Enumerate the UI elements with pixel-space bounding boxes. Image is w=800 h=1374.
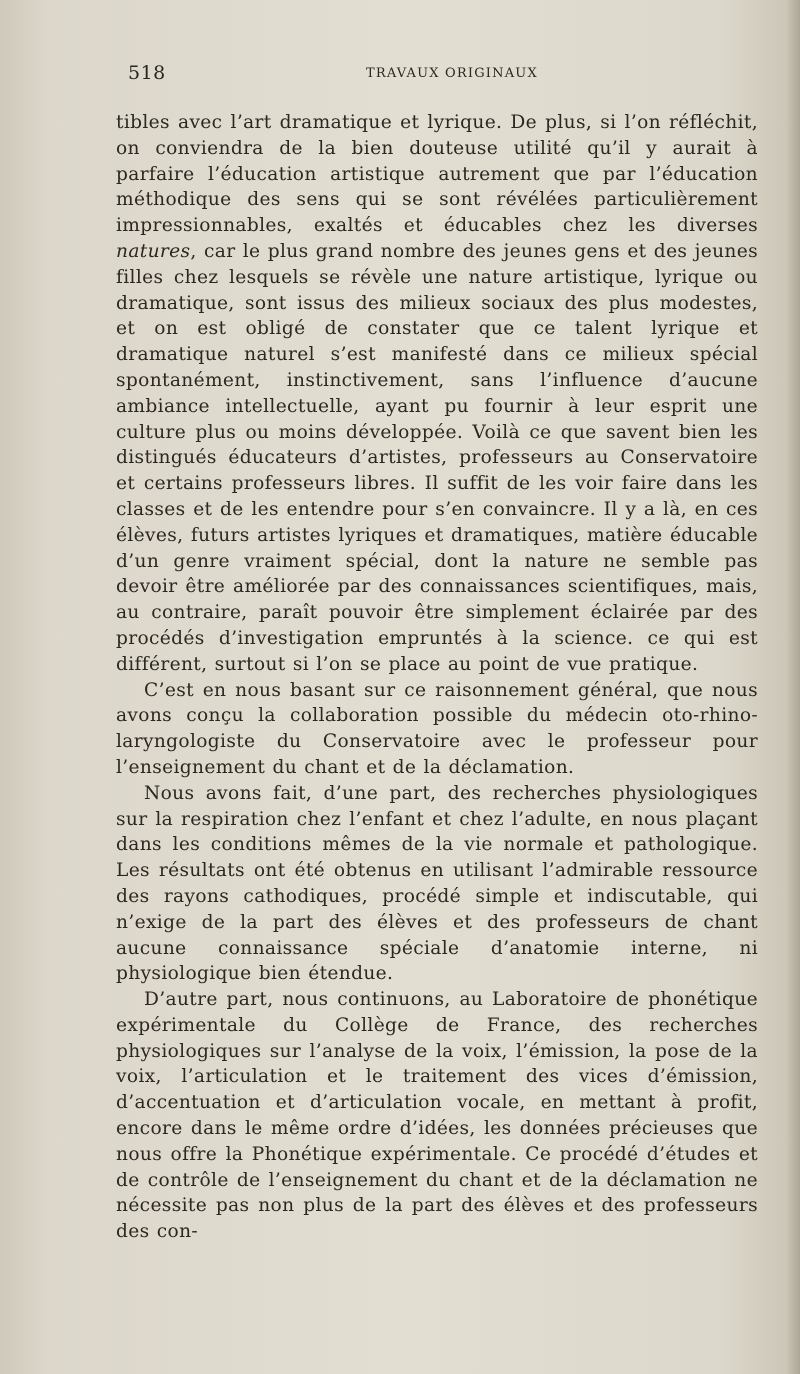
paragraph-4: D’autre part, nous continuons, au Laboratoire de phonétique expérimentale du Collège de France, des recherches physiologiques sur l’analyse de la voix, l’émission, la pose de la voix, l’articulation et le traitement des vices d’émission, d’accentuation et d’articulation vocale, en mettant à profit, encore dans le même ordre d’idées, les données précieuses que nous offre la Phonétique expérimentale. Ce procédé d’études et de contrôle de l’enseignement du chant et de la déclamation ne nécessite pas non plus de la part des élèves et des professeurs des con-	[116, 989, 758, 1243]
paragraph-2: C’est en nous basant sur ce raisonnement général, que nous avons conçu la collaboration possible du médecin oto-rhino-laryngologiste du Conservatoire avec le professeur pour l’enseignement du chant et de la déclamation.	[116, 679, 758, 778]
body-text	[116, 110, 758, 1245]
running-head: TRAVAUX ORIGINAUX	[366, 66, 538, 81]
page-header	[128, 62, 758, 88]
paragraph-1-emphasis: natures	[116, 240, 191, 262]
paragraph-1-text-before: tibles avec l’art dramatique et lyrique. De plus, si l’on réfléchit, on conviendra de la bien douteuse utilité qu’il y aurait à parfaire l’éducation artistique autrement que par l’éducation méthodique des sens qui se sont révélées particulièrement impressionnables, exaltés et éducables chez les diverses	[116, 112, 758, 237]
page-edge-shadow	[786, 0, 800, 1374]
paragraph-1-text-after: , car le plus grand nombre des jeunes gens et des jeunes filles chez lesquels se révèle une nature artistique, lyrique ou dramatique, sont issus des milieux sociaux des plus modestes, et on est obligé de constater que ce talent lyrique et dramatique naturel s’est manifesté dans ce milieux spécial spontanément, instinctivement, sans l’influence d’aucune ambiance intellectuelle, ayant pu fournir à leur esprit une culture plus ou moins développée. Voilà ce que savent bien les distingués éducateurs d’artistes, professeurs au Conservatoire et certains professeurs libres. Il suffit de les voir faire dans les classes et de les entendre pour s’en convaincre. Il y a là, en ces élèves, futurs artistes lyriques et dramatiques, matière éducable d’un genre vraiment spécial, dont la nature ne semble pas devoir être améliorée par des connaissances scientifiques, mais, au contraire, paraît pouvoir être simplement éclairée par des procédés d’investigation empruntés à la science. ce qui est différent, surtout si l’on se place au point de vue pratique.	[116, 240, 758, 675]
paragraph-1	[116, 110, 758, 678]
page-number: 518	[128, 62, 166, 84]
paragraph-3: Nous avons fait, d’une part, des recherches physiologiques sur la respiration chez l’enfant et chez l’adulte, en nous plaçant dans les conditions mêmes de la vie normale et pathologique. Les résultats ont été obtenus en utilisant l’admirable ressource des rayons cathodiques, procédé simple et indiscutable, qui n’exige de la part des élèves et des professeurs de chant aucune connaissance spéciale d’anatomie interne, ni physiologique bien étendue.	[116, 782, 758, 985]
